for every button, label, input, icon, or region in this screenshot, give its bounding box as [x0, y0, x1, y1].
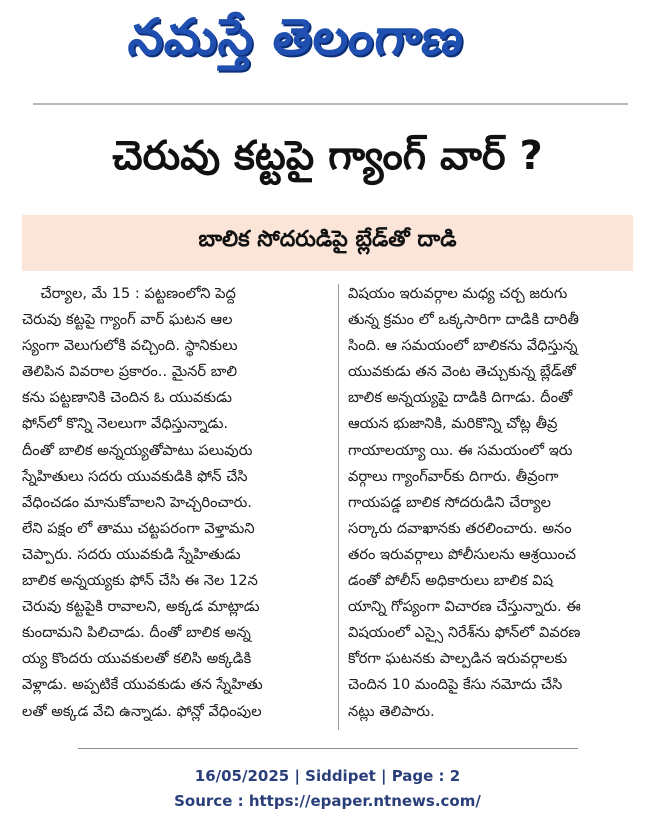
- article-line: డంతో పోలీస్ అధికారులు బాలిక విష: [348, 572, 554, 590]
- footer-source: Source : https://epaper.ntnews.com/: [174, 792, 481, 810]
- article-line: దీంతో బాలిక అన్నయ్యతోపాటు పలువురు: [22, 441, 253, 459]
- footer-meta: 16/05/2025 | Siddipet | Page : 2: [194, 767, 461, 785]
- article-line: తరం ఇరువర్గాలు పోలీసులను ఆశ్రయించ: [348, 545, 576, 563]
- newspaper-logo: నమస్తే తెలంగాణ: [125, 8, 468, 66]
- top-divider: [33, 103, 628, 105]
- article-line: చెరువు కట్టపై గ్యాంగ్ వార్ ఘటన ఆల: [22, 311, 233, 329]
- article-line: నట్లు తెలిపారు.: [348, 702, 435, 720]
- article-line: చెరువు కట్టపైకి రావాలని, అక్కడ మాట్లాడు: [22, 598, 260, 616]
- article-line: వేధించడం మానుకోవాలని హెచ్చరించారు.: [22, 493, 252, 511]
- article-line: బాలిక అన్నయ్యకు ఫోన్ చేసి ఈ నెల 12న: [22, 572, 258, 590]
- article-line: చెప్పారు. సదరు యువకుడి స్నేహితుడు: [22, 545, 241, 563]
- article-line: లేని పక్షం లో తాము చట్టపరంగా వెళ్తామని: [22, 519, 255, 537]
- left-column: [22, 281, 338, 725]
- article-line: స్యంగా వెలుగులోకి వచ్చింది. స్థానికులు: [22, 337, 238, 355]
- article-line: గాయాలయ్యా యి. ఈ సమయంలో ఇరు: [348, 441, 573, 459]
- article-line: యాన్ని గోప్యంగా విచారణ చేస్తున్నారు. ఈ: [348, 598, 581, 616]
- article-line: విషయంలో ఎస్సై నిరేశ్‌ను ఫోన్‌లో వివరణ: [348, 624, 581, 642]
- headline: చెరువు కట్టపై గ్యాంగ్ వార్ ?: [112, 133, 543, 179]
- article-line: కోరగా ఘటనకు పాల్పడిన ఇరువర్గాలకు: [348, 650, 568, 668]
- article-line: విషయం ఇరువర్గాల మధ్య చర్చ జరుగు: [348, 285, 568, 302]
- article-line: తెలిపిన వివరాల ప్రకారం.. మైనర్ బాలి: [22, 363, 238, 381]
- article-line: కుందామని పిలిచాడు. దీంతో బాలిక అన్న: [22, 624, 251, 642]
- article-line: ఫోన్‌లో కొన్ని నెలలుగా వేధిస్తున్నాడు.: [22, 415, 229, 433]
- article-line: చెందిన 10 మందిపై కేసు నమోదు చేసి: [348, 676, 563, 694]
- article-line: సర్కారు దవాఖానకు తరలించారు. అనం: [348, 519, 572, 537]
- article-line: గాయపడ్డ బాలిక సోదరుడిని చేర్యాల: [348, 493, 551, 511]
- article-line: కను పట్టణానికి చెందిన ఓ యువకుడు: [22, 389, 232, 407]
- article-line: స్నేహితులు సదరు యువకుడికి ఫోన్ చేసి: [22, 467, 248, 485]
- article-line: తున్న క్రమం లో ఒక్కసారిగా దాడికి దారితీ: [348, 311, 579, 329]
- article-line: చేర్యాల, మే 15 : పట్టణంలోని పెద్ద: [22, 285, 236, 302]
- article-line: వర్గాలు గ్యాంగ్‌వార్‌కు దిగారు. తీవ్రంగా: [348, 467, 559, 485]
- article-line: యువకుడు తన వెంట తెచ్చుకున్న బ్లేడ్‌తో: [348, 363, 576, 381]
- right-column: [348, 281, 638, 725]
- subheadline-banner: [22, 215, 633, 271]
- article-line: వెళ్లాడు. అప్పటికే యువకుడు తన స్నేహితు: [22, 676, 263, 694]
- article-line: య్య కొందరు యువకులతో కలిసి అక్కడికి: [22, 650, 252, 668]
- column-divider: [338, 284, 339, 730]
- bottom-divider: [78, 748, 578, 749]
- article-line: సింది. ఆ సమయంలో బాలికను వేధిస్తున్న: [348, 337, 578, 355]
- masthead: [0, 0, 655, 100]
- article-line: లతో అక్కడ వేచి ఉన్నాడు. ఫోన్లో వేధింపుల: [22, 702, 262, 720]
- article-line: ఆయన భుజానికి, మరికొన్ని చోట్ల తీవ్ర: [348, 415, 558, 433]
- subheadline: బాలిక సోదరుడిపై బ్లేడ్‌తో దాడి: [198, 227, 457, 252]
- article-line: బాలిక అన్నయ్యపై దాడికి దిగాడు. దీంతో: [348, 389, 573, 407]
